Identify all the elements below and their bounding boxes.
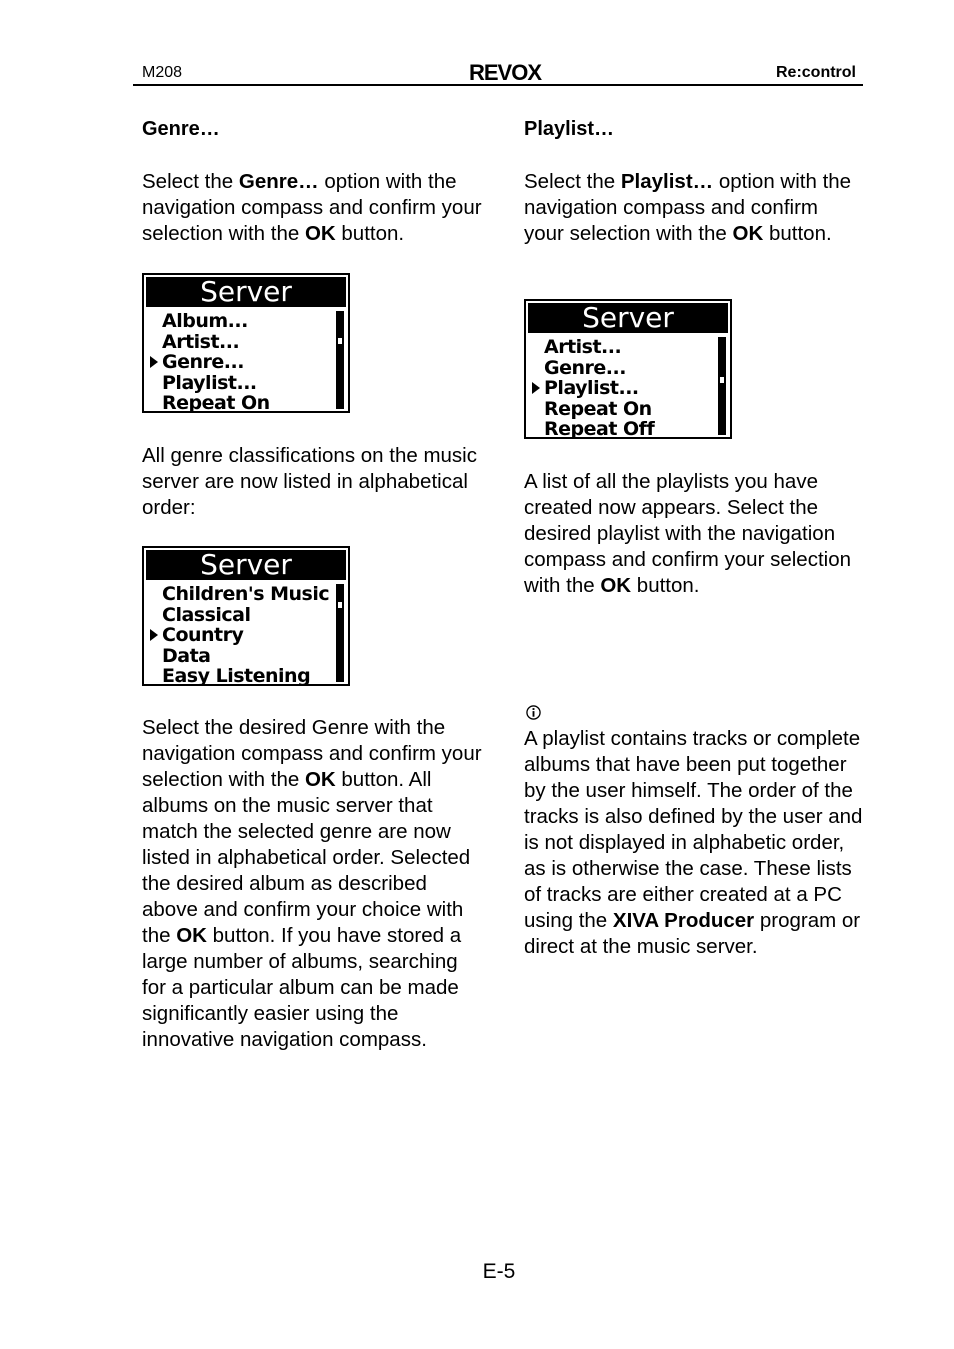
screen-list-item-label: Country <box>162 624 244 647</box>
scrollbar-thumb <box>720 377 724 383</box>
screen-list-item-label: Repeat Off <box>544 418 655 441</box>
selection-arrow-icon <box>150 356 158 368</box>
header-section: Re:control <box>776 64 856 81</box>
screen-list-item-label: Easy Listening <box>162 665 311 688</box>
page-number: E-5 <box>482 1260 516 1283</box>
screen-list-item <box>148 666 334 687</box>
screen-list-item-label: Genre... <box>544 356 626 379</box>
screen-genre-list <box>148 584 334 687</box>
screen-list-item <box>530 378 716 399</box>
screen-list-item-label: Playlist... <box>162 371 257 394</box>
screen-list-item <box>148 332 334 353</box>
screen-list-item <box>530 337 716 358</box>
genre-final-text: Select the desired Genre with the navigation compass and confirm your selection with the OK button. All albums on the music server that match the selected genre are now listed in alphabetical order. Selected the desired album as described above and confirm your choice with the OK button. If you have stored a large number of albums, searching for a particular album can be made significantly easier using the innovative navigation compass. <box>142 716 482 1051</box>
scrollbar <box>336 311 344 409</box>
screen-list-item <box>530 358 716 379</box>
screen-list-item <box>148 646 334 667</box>
scrollbar-thumb <box>338 338 342 344</box>
screen-list-item-label: Genre... <box>162 351 244 374</box>
revox-logo <box>455 60 555 84</box>
genre-list-text: All genre classifications on the music server are now listed in alphabetical order: <box>142 444 477 519</box>
screen-list-item-label: Artist... <box>162 330 240 353</box>
screen-list-item <box>148 311 334 332</box>
playlist-note: A playlist contains tracks or complete albums that have been put together by the user himself. The order of the tracks is also defined by the user and is not displayed in alphabetic order, as is otherwise the case. These lists of tracks are either created at a PC using the XIVA Producer program or direct at the music server. <box>524 727 863 958</box>
scrollbar-thumb <box>338 602 342 608</box>
screen-list-item-label: Classical <box>162 603 251 626</box>
genre-intro: Select the Genre… option with the navigation compass and confirm your selection with the OK button. <box>142 170 482 245</box>
screen-list-item <box>148 584 334 605</box>
scrollbar <box>336 584 344 682</box>
scrollbar <box>718 337 726 435</box>
screen-list-item <box>148 373 334 394</box>
screen-title: Server <box>146 550 346 580</box>
selection-arrow-icon <box>150 629 158 641</box>
svg-text:REVOX: REVOX <box>468 60 542 84</box>
header-rule <box>133 84 863 86</box>
screen-list-item-label: Playlist... <box>544 377 639 400</box>
screen-list-item-label: Repeat On <box>162 392 270 415</box>
playlist-intro: Select the Playlist… option with the navigation compass and confirm your selection with the OK button. <box>524 170 852 245</box>
screen-list-item <box>530 419 716 440</box>
server-screen-genre-list <box>142 546 350 686</box>
server-screen-playlist-menu <box>524 299 732 439</box>
screen-list-item <box>530 399 716 420</box>
screen-list-item-label: Data <box>162 644 211 667</box>
screen-list-item-label: Children's Music <box>162 583 330 605</box>
screen-list-item-label: Artist... <box>544 336 622 358</box>
screen-list-item <box>148 625 334 646</box>
screen-menu-list <box>148 311 334 414</box>
selection-arrow-icon <box>532 382 540 394</box>
playlist-heading: Playlist… <box>524 118 615 140</box>
screen-title: Server <box>146 277 346 307</box>
screen-menu-list <box>530 337 716 440</box>
genre-heading: Genre… <box>142 118 220 140</box>
screen-list-item <box>148 605 334 626</box>
header-model: M208 <box>142 64 183 81</box>
screen-title: Server <box>528 303 728 333</box>
screen-list-item-label: Repeat On <box>544 397 652 420</box>
screen-list-item-label: Album... <box>162 310 248 332</box>
screen-list-item <box>148 352 334 373</box>
screen-list-item <box>148 393 334 414</box>
playlist-list-text: A list of all the playlists you have created now appears. Select the desired playlist with the navigation compass and confirm your selection with the OK button. <box>524 470 852 597</box>
info-icon <box>526 705 541 720</box>
server-screen-genre-menu <box>142 273 350 413</box>
